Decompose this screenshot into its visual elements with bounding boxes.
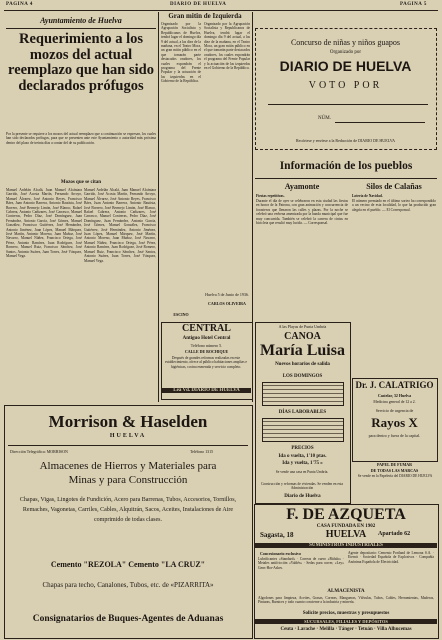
page-number-left: PAGINA 4 <box>6 2 33 7</box>
azqueta-cities: Ceuta · Larache · Melilla · Tánger · Tetuán · Villa Alhucemas <box>280 627 412 632</box>
azqueta-warehouse-body: Algodones para limpieza, Aceites, Grasas, Correas, Mangueras, Válvulas, Tubos, Cables, Herramientas, Maderas, Pinturas, Barnices y todo cuanto concierne a la industria y minería. <box>258 596 434 605</box>
morrison-title: Morrison & Haselden <box>48 412 208 431</box>
canoa-label: CANOA <box>284 331 321 342</box>
kicker: Ayuntamiento de Huelva <box>40 16 122 25</box>
doctor-specialty: Servicio de urgencia de <box>375 408 414 413</box>
vote-line <box>268 104 428 105</box>
hotel-ad-title: CENTRAL <box>182 323 231 334</box>
kicker-rule <box>6 28 156 29</box>
subhead: Mozos que se citan <box>60 180 102 185</box>
book-ad: Construcción y reformas de viviendas. Se venden en esta Administración <box>261 482 343 491</box>
canoa-hours: Nuevos horarios de salida <box>275 362 330 367</box>
canoa-name: María Luisa <box>260 342 345 359</box>
page-number-right: PAGINA 5 <box>400 2 427 7</box>
doctor-name: Dr. J. CALATRIGO <box>355 380 434 390</box>
paper-ad-body: Se vende en la Papelería del DIARIO DE HUELVA <box>357 474 433 478</box>
col2-date: Huelva 5 de Junio de 1936. <box>205 292 249 297</box>
azqueta-warehouse: ALMACENISTA <box>327 589 365 594</box>
book-ad-name: Diario de Huelva <box>284 494 321 499</box>
hotel-ad-footer: Lea Vd. DIARIO DE HUELVA <box>162 388 251 393</box>
towns-title: Información de los pueblos <box>279 160 413 172</box>
canoa-price-2: Ida y vuelta, 1'75 » <box>282 461 323 466</box>
hotel-ad-street: CALLE DE BOCHIQUE <box>184 349 229 354</box>
azqueta-concession: Concesionario exclusivo <box>260 551 301 556</box>
canoa-weekdays: DÍAS LABORABLES <box>278 410 327 415</box>
azqueta-founded: CASA FUNDADA EN 1902 <box>316 524 376 529</box>
contest-org: Organizado por <box>329 50 362 55</box>
vote-label: VOTO POR <box>308 80 383 91</box>
town-ayamonte-sub: Fiestas repetitivas. <box>256 194 285 198</box>
town-silos: Silos de Calañas <box>366 182 422 191</box>
paper-ad-title: PAPEL DE FUMAR <box>376 462 413 467</box>
names-list: Manuel Ardelán Alcalá, Juan Manuel Alcántara Garrido, José Acosta Martín, Fernando Arroyo, Manuel Álvarez, José Antonio Reyes, Francisco Báez, Juan Antonio Barrera, Antonio Bautista, José Borrero, José Bermejo Limón, José Blanco, Rafael Cabrera, Antonio Cañizares, José Carrasco, Manuel Contreras, Pedro Díaz, José Domínguez, Juan Fernández, Antonio García, José Gómez, Manuel González, Francisco Gutiérrez, José Hernández, Antonio Jiménez, Juan López, Manuel Márquez, José Martín, Antonio Moreno, Juan Muñoz, José Navarro, Manuel Núñez, Francisco Ortega, José Pérez, Antonio Ramírez, Juan Rodríguez, José Romero, Manuel Ruiz, Francisco Sánchez, José Santos, Antonio Suárez, Juan Torres, José Vázquez, Manuel Vega. <box>6 188 82 259</box>
azqueta-branches: SUCURSALES, FILIALES Y DEPÓSITOS <box>255 619 437 624</box>
num-label: NÚM. <box>318 116 331 121</box>
town-silos-sub: Lotería de Navidad. <box>352 194 383 198</box>
canoa-price-1: Ida o vuelta, 1'10 ptas. <box>278 454 327 459</box>
canoa-top: A las Playas de Punta Umbría <box>278 324 327 329</box>
morrison-line2: Minas y para Construcción <box>68 474 188 486</box>
paper-ad-sub: DE TODAS LAS MARCAS <box>370 468 419 473</box>
towns-rule <box>255 178 437 179</box>
morrison-telegraph: Dirección Telegráfica: MORRISON <box>10 449 68 454</box>
col-divider-2 <box>252 12 253 402</box>
sundays-schedule <box>262 382 344 406</box>
names-list-2: Manuel Ardelán Alcalá, Juan Manuel Alcántara Garrido, José Acosta Martín, Fernando Arroyo, Manuel Álvarez, José Antonio Reyes, Francisco Báez, Juan Antonio Barrera, Antonio Bautista, José Borrero, José Bermejo Limón, José Blanco, Rafael Cabrera, Antonio Cañizares, José Carrasco, Manuel Contreras, Pedro Díaz, José Domínguez, Juan Fernández, Antonio García, José Gómez, Manuel González, Francisco Gutiérrez, José Hernández, Antonio Jiménez, Juan López, Manuel Márquez, José Martín, Antonio Moreno, Juan Muñoz, José Navarro, Manuel Núñez, Francisco Ortega, José Pérez, Antonio Ramírez, Juan Rodríguez, José Romero, Manuel Ruiz, Francisco Sánchez, José Santos, Antonio Suárez, Juan Torres, José Vázquez, Manuel Vega. <box>84 188 156 263</box>
azqueta-street: Sagasta, 18 <box>260 531 294 539</box>
azqueta-quote: Solicite precios, muestras y presupuestos <box>302 611 390 616</box>
canoa-footer: Se vende una casa en Punta Umbría. <box>275 470 329 474</box>
hotel-ad-phone: Teléfono número 5. <box>190 343 223 348</box>
town-ayamonte: Ayamonte <box>284 182 320 191</box>
morrison-cement: Cemento "REZOLA" Cemento "LA CRUZ" <box>50 560 206 569</box>
azqueta-po-box: Apartado 62 <box>378 531 411 537</box>
col2-signer: CARLOS OLIVEIRA <box>208 301 246 306</box>
doctor-extra: para dentro y fuera de la capital. <box>368 433 421 438</box>
azqueta-left-list: Lubrificantes «Standard» · Correas de cuero «Búfalo» · Metales antifricción «Valdés» · Sedas para correr, «Ley» Gens-Hor-Askes. <box>258 557 344 570</box>
masthead-small: DIARIO DE HUELVA <box>170 2 227 7</box>
azqueta-city: HUELVA <box>325 529 367 540</box>
weekdays-schedule <box>262 418 344 442</box>
header-rule <box>4 10 438 11</box>
contest-title: Concurso de niñas y niños guapos <box>290 38 401 47</box>
town-ayamonte-body: Durante el día de ayer se celebraron en esta ciudad las fiestas en honor de la Patrona, con gran animación y concurrencia de forasteros que llenaron las calles y plazas. Por la noche se celebró una verbena amenizada por la banda municipal que fue muy concurrida. También se celebró la carrera de cintas en bicicleta que resultó muy lucida. — Corresponsal. <box>256 199 348 226</box>
morrison-line1: Almacenes de Hierros y Materiales para <box>39 460 217 472</box>
col2-headline: Gran mitin de Izquierda <box>168 12 242 20</box>
col2-body-a: Organizado por la Agrupación Socialista y Republicanos de Huelva, tendrá lugar el domingo día 9 del actual, a las diez de la mañana, en el Teatro Mora, un gran mitin público en el que tomarán parte destacados oradores, los cuales expondrán el programa del Frente Popular y la actuación de las izquierdas en el Gobierno de la República. <box>161 22 201 84</box>
morrison-city: HUELVA <box>109 433 147 439</box>
doctor-address: Castelar, 32 Huelva <box>377 393 412 398</box>
azqueta-right-list: Agente depositario: Cemento Portland de Lemona S.A. · Eternit · Sociedad Española de Explosivos · Compañía Anónima Española de Electricidad. <box>348 551 434 564</box>
town-silos-body: El número premiado en el último sorteo ha correspondido a un vecino de esta localidad, lo que ha producido gran alegría en el pueblo. — El Corresponsal. <box>352 199 436 212</box>
col-divider-1 <box>158 12 159 402</box>
num-line <box>335 122 425 123</box>
canoa-prices-title: PRECIOS <box>291 446 314 451</box>
azqueta-supplies: SUMINISTROS INDUSTRIALES <box>255 543 437 548</box>
contest-brand: DIARIO DE HUELVA <box>279 58 412 74</box>
morrison-sheets: Chapas para techo, Canalones, Tubos, etc. de «PIZARRITA» <box>42 581 214 589</box>
doctor-xray: Rayos X <box>371 415 418 430</box>
coupon-footer: Recórtese y envíese a la Redacción de DIARIO DE HUELVA <box>296 138 395 143</box>
morrison-body: Chapas, Vigas, Lingotes de Fundición, Acero para Barrenas, Tubos, Accesorios, Tornillos, Remaches, Vagonetas, Carriles, Cables, Alquitrán, Sacos, Aceites, Instalaciones de Aire comprimido de todas clases. <box>19 497 237 523</box>
morrison-footer: Consignatarios de Buques-Agentes de Aduanas <box>32 614 224 624</box>
morrison-phone: Teléfono 1315 <box>190 449 214 454</box>
hotel-ad-body: Después de grandes reformas realizadas en este establecimiento, ofrece al público habitaciones amplias e higiénicas, cocina esmerada y servicio completo. <box>165 356 247 369</box>
col2-misc: ESCINO <box>173 312 189 317</box>
hotel-ad-subtitle: Antiguo Hotel Central <box>182 336 231 341</box>
azqueta-title: F. DE AZQUETA <box>286 506 406 523</box>
doctor-hours: Medicina general de 12 a 2. <box>373 400 416 404</box>
col2-body-b: Organizado por la Agrupación Socialista y Republicanos de Huelva, tendrá lugar el domingo día 9 del actual, a las diez de la mañana, en el Teatro Mora, un gran mitin público en el que tomarán parte destacados oradores, los cuales expondrán el programa del Frente Popular y la actuación de las izquierdas en el Gobierno de la República. <box>204 22 250 71</box>
headline-main: Requerimiento a los mozos del actual reemplazo que han sido declarados prófugos <box>8 31 154 94</box>
article-intro: Por la presente se requiere a los mozos del actual reemplazo que a continuación se expresan, los cuales han sido declarados prófugos, para que se presenten ante este Ayuntamiento o autoridad más próxima dentro del plazo de treinta días a contar del de su publicación. <box>6 132 156 145</box>
canoa-sundays: LOS DOMINGOS <box>282 374 323 379</box>
morrison-rule <box>8 445 248 446</box>
